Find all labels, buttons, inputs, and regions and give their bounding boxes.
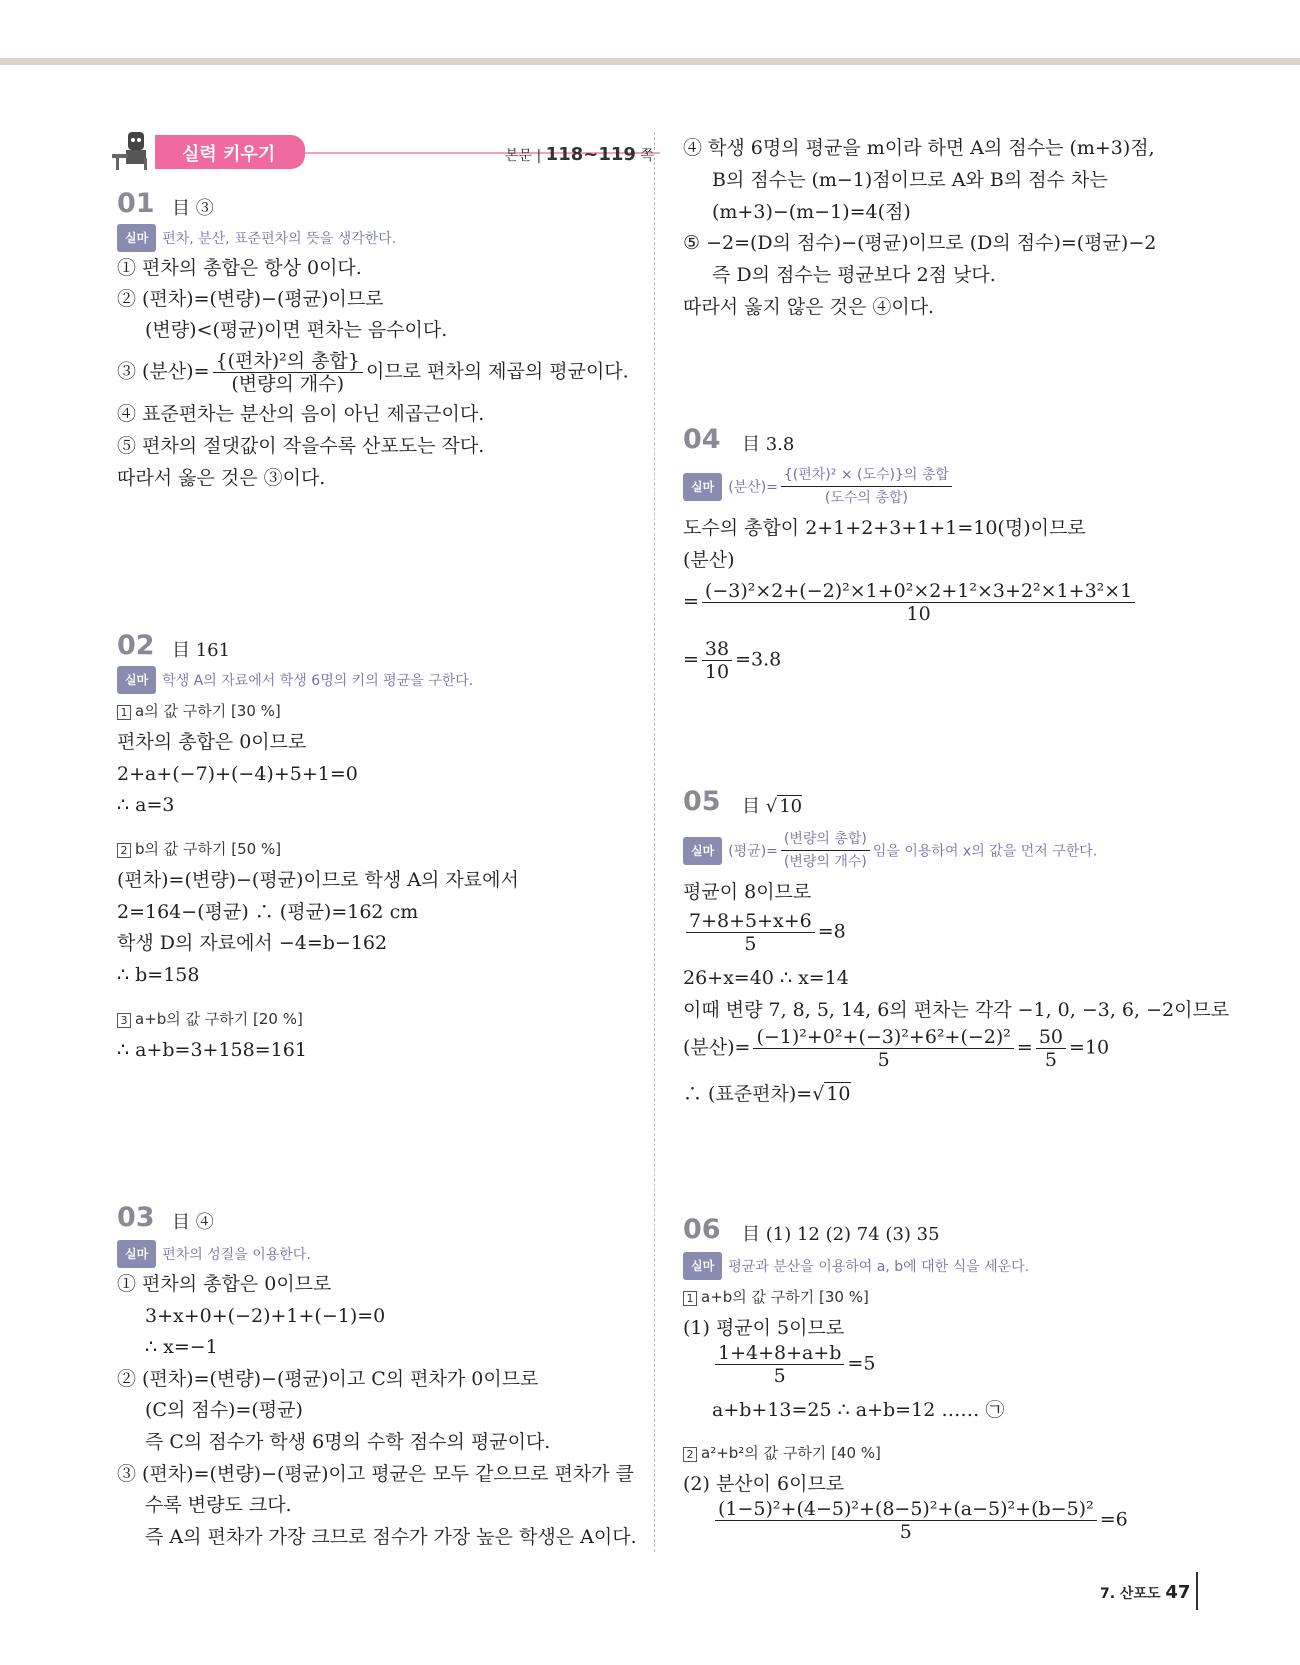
answer: 目 ④: [172, 1212, 214, 1233]
text-line: ∴ a+b=3+158=161: [117, 1039, 307, 1061]
text-line: (변량)<(평균)이면 편차는 음수이다.: [145, 319, 448, 341]
text-line: (편차)=(변량)−(평균)이므로 학생 A의 자료에서: [117, 869, 519, 891]
footer-rule: [1196, 1572, 1198, 1610]
answer: 目 161: [172, 640, 231, 661]
text-line: B의 점수는 (m−1)점이므로 A와 B의 점수 차는: [712, 169, 1108, 191]
text-line: ∴ b=158: [117, 964, 200, 986]
step-label: 1 a+b의 값 구하기 [30 %]: [683, 1286, 869, 1307]
text-line: ④ 표준편차는 분산의 음이 아닌 제곱근이다.: [117, 403, 485, 425]
key-point: 실마 평균과 분산을 이용하여 a, b에 대한 식을 세운다.: [683, 1252, 1029, 1280]
text-line: ∴ a=3: [117, 794, 175, 816]
answer-icon: 目: [742, 796, 760, 817]
problem-number: 04: [683, 424, 721, 455]
text-line: ② (편차)=(변량)−(평균)이므로: [117, 288, 384, 310]
text-line: 2=164−(평균) ∴ (평균)=162 cm: [117, 901, 419, 923]
text-line: 즉 A의 편차가 가장 크므로 점수가 가장 높은 학생은 A이다.: [145, 1526, 637, 1548]
formula-line: $\frac{\text{(1−5)²+(4−5)²+(8−5)²+(a−5)²+(b−5)²}}{5}$ =6: [712, 1498, 1128, 1543]
formula-line: = $\frac{38}{10}$ =3.8: [683, 638, 782, 683]
answer-icon: 目: [172, 1212, 190, 1233]
text-line: ① 편차의 총합은 항상 0이다.: [117, 257, 362, 279]
problem-number: 03: [117, 1202, 155, 1233]
top-border: [0, 58, 1300, 65]
step-label: 3 a+b의 값 구하기 [20 %]: [117, 1008, 303, 1029]
text-line: 즉 C의 점수가 학생 6명의 수학 점수의 평균이다.: [145, 1431, 551, 1453]
key-point: 실마 (분산)= $\frac{\text{\{(편차)² × (도수)\}의 총합}}{\text{(도수의 총합)}}$: [683, 464, 955, 509]
text-line: 도수의 총합이 2+1+2+3+1+1=10(명)이므로: [683, 517, 1086, 539]
text-line: 평균이 8이므로: [683, 881, 812, 903]
text-line: (m+3)−(m−1)=4(점): [712, 201, 911, 223]
key-point: 실마 (평균)= $\frac{\text{(변량의 총합)}}{\text{(변량의 개수)}}$ 임을 이용하여 x의 값을 먼저 구한다.: [683, 828, 1097, 873]
text-line: 2+a+(−7)+(−4)+5+1=0: [117, 763, 358, 785]
text-line: 학생 D의 자료에서 −4=b−162: [117, 932, 388, 954]
text-line: 수록 변량도 크다.: [145, 1494, 292, 1516]
text-line: 이때 변량 7, 8, 5, 14, 6의 편차는 각각 −1, 0, −3, 6, −2이므로: [683, 999, 1230, 1021]
answer-icon: 目: [742, 434, 760, 455]
step-label: 2 b의 값 구하기 [50 %]: [117, 838, 281, 859]
problem-number: 06: [683, 1214, 721, 1245]
text-line: (분산): [683, 549, 735, 571]
formula-line: ③ (분산)= $\frac{\text{\{(편차)²의 총합\}}}{\text{(변량의 개수)}}$ 이므로 편차의 제곱의 평균이다.: [117, 350, 629, 395]
text-line: 따라서 옳지 않은 것은 ④이다.: [683, 296, 935, 318]
answer-icon: 目: [172, 198, 190, 219]
problem-number: 01: [117, 188, 155, 219]
text-line: ① 편차의 총합은 0이므로: [117, 1273, 332, 1295]
page-footer: 7. 산포도 47: [1100, 1582, 1191, 1603]
answer-icon: 目: [742, 1224, 760, 1245]
text-line: (1) 평균이 5이므로: [683, 1317, 845, 1339]
answer: 目 3.8: [742, 434, 795, 455]
text-line: 26+x=40 ∴ x=14: [683, 967, 849, 989]
formula-line: = $\frac{\text{(−3)²×2+(−2)²×1+0²×2+1²×3+2²×1+3²×1}}{10}$: [683, 580, 1138, 625]
formula-line: $\frac{1+4+8+a+b}{5}$ =5: [712, 1342, 875, 1387]
mascot-icon: [108, 130, 156, 172]
text-line: a+b+13=25 ∴ a+b=12 …… ㉠: [712, 1399, 1005, 1421]
text-line: ∴ x=−1: [145, 1336, 218, 1358]
page-reference: 본문 | 118~119 쪽: [505, 144, 654, 165]
text-line: ④ 학생 6명의 평균을 m이라 하면 A의 점수는 (m+3)점,: [683, 137, 1155, 159]
text-line: ⑤ −2=(D의 점수)−(평균)이므로 (D의 점수)=(평균)−2: [683, 232, 1157, 254]
formula-line: $\frac{7+8+5+x+6}{5}$ =8: [683, 910, 846, 955]
text-line: (C의 점수)=(평균): [145, 1399, 303, 1421]
problem-number: 05: [683, 786, 721, 817]
key-point: 실마 학생 A의 자료에서 학생 6명의 키의 평균을 구한다.: [117, 666, 473, 694]
key-point: 실마 편차, 분산, 표준편차의 뜻을 생각한다.: [117, 224, 396, 252]
answer: 目 (1) 12 (2) 74 (3) 35: [742, 1224, 940, 1245]
text-line: 3+x+0+(−2)+1+(−1)=0: [145, 1305, 386, 1327]
text-line: 즉 D의 점수는 평균보다 2점 낮다.: [712, 264, 996, 286]
formula-line: (분산)= $\frac{\text{(−1)²+0²+(−3)²+6²+(−2)²}}{5}$ = $\frac{50}{5}$ =10: [683, 1026, 1110, 1071]
section-title: 실력 키우기: [182, 144, 276, 165]
step-label: 2 a²+b²의 값 구하기 [40 %]: [683, 1442, 881, 1463]
text-line: ⑤ 편차의 절댓값이 작을수록 산포도는 작다.: [117, 435, 485, 457]
text-line: 편차의 총합은 0이므로: [117, 731, 307, 753]
text-line: 따라서 옳은 것은 ③이다.: [117, 467, 326, 489]
answer-icon: 目: [172, 640, 190, 661]
key-point: 실마 편차의 성질을 이용한다.: [117, 1240, 311, 1268]
problem-number: 02: [117, 630, 155, 661]
column-divider: [654, 132, 655, 1552]
text-line: ③ (편차)=(변량)−(평균)이고 평균은 모두 같으므로 편차가 클: [117, 1463, 634, 1485]
formula-line: ∴ (표준편차)=√ 10: [683, 1083, 851, 1105]
text-line: (2) 분산이 6이므로: [683, 1473, 845, 1495]
step-label: 1 a의 값 구하기 [30 %]: [117, 700, 281, 721]
answer: 目 √ 10: [742, 796, 803, 817]
answer: 目 ③: [172, 198, 214, 219]
text-line: ② (편차)=(변량)−(평균)이고 C의 편차가 0이므로: [117, 1368, 539, 1390]
